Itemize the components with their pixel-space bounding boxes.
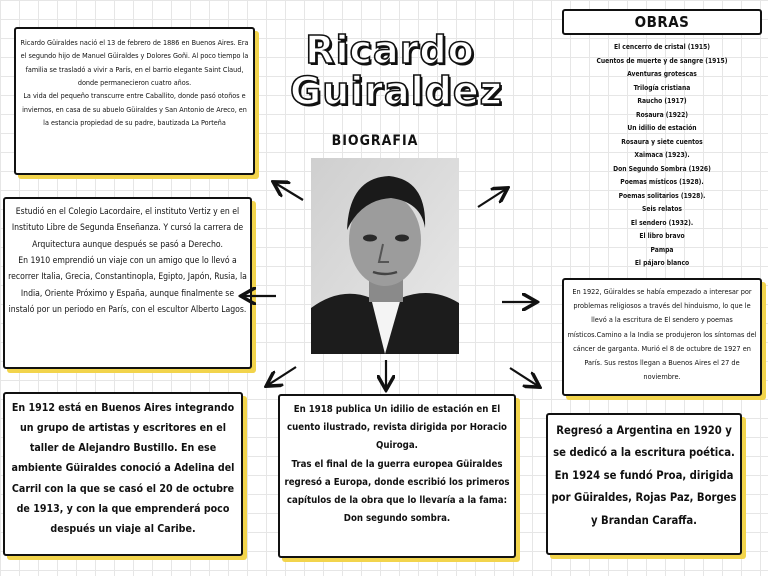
arrow-icon: [510, 368, 538, 386]
obra-item: Pampa: [650, 245, 674, 254]
obras-list: [562, 41, 762, 271]
obra-item: Raucho (1917): [637, 97, 687, 105]
obra-item: El pájaro blanco: [634, 259, 690, 267]
bio-text: En 1912 está en Buenos Aires integrando un grupo de artistas y escritores en el taller de Alejandro Bustillo. En ese ambiente Güiraldes conoció a Adelina del Carril con la que se casó el 20 de octubre de 1913, y con la que emprenderá poco después un viaje al Caribe.: [11, 402, 235, 535]
bio-box-buenos-aires-1912: [3, 392, 243, 556]
obra-item: El libro bravo: [639, 232, 685, 240]
obra-item: Rosaura (1922): [635, 110, 689, 119]
arrow-icon: [268, 367, 296, 385]
bio-box-regreso-1920: [546, 413, 742, 555]
obra-item: Seis relatos: [642, 205, 682, 213]
obra-item: El cencerro de cristal (1915): [614, 43, 710, 51]
obra-item: Poemas místicos (1928).: [620, 178, 704, 186]
title-line-1: Ricardo: [305, 28, 475, 72]
bio-text: Tras el final de la guerra europea Güiraldes regresó a Europa, donde escribió los primeros capítulos de la obra que lo llevaría a la fama: Don segundo sombra.: [284, 458, 510, 525]
arrow-icon: [478, 189, 506, 207]
obra-item: El sendero (1932).: [630, 218, 694, 227]
bio-box-estudios: [3, 197, 252, 369]
bio-text: En 1910 emprendió un viaje con un amigo que lo llevó a recorrer Italia, Grecia, Constantinopla, Egipto, Japón, Rusia, la India, Oriente Próximo y España, aunque finalmente se instaló por un periodo en París, con el escultor Alberto Lagos.: [8, 255, 247, 315]
obra-item: Don Segundo Sombra (1926): [613, 164, 711, 173]
bio-text: Regresó a Argentina en 1920 y se dedicó a la escritura poética. En 1924 se fundó Proa, dirigida por Güiraldes, Rojas Paz, Borges y Brandan Caraffa.: [551, 424, 737, 527]
bio-text: En 1922, Güiraldes se había empezado a interesar por problemas religiosos a través del hinduismo, lo que le llevó a la escritura de El sendero y poemas místicos.Camino a la India se produjeron los síntomas del cáncer de garganta. Murió el 8 de octubre de 1927 en París. Sus restos llegan a Buenos Aires el 27 de noviembre.: [567, 287, 757, 382]
bio-text: Estudió en el Colegio Lacordaire, el instituto Vertiz y en el Instituto Libre de Segunda Enseñanza. Y cursó la carrera de Arquitectura aunque después se pasó a Derecho.: [11, 207, 244, 250]
obra-item: Aventuras grotescas: [627, 70, 697, 78]
bio-box-publicacion-1918: [278, 394, 516, 558]
biografia-heading: BIOGRAFIA: [331, 133, 419, 149]
obras-heading: OBRAS: [562, 9, 762, 35]
bio-text: Ricardo Güiraldes nació el 13 de febrero de 1886 en Buenos Aires. Era el segundo hijo de Manuel Güiraldes y Dolores Goñi. Al poco tiempo la familia se trasladó a vivir a París, en el barrio elegante Saint Claud, donde permanecieron cuatro años.: [20, 38, 249, 87]
bio-text: La vida del pequeño transcurre entre Caballito, donde pasó otoños e inviernos, en casa de su abuelo Güiraldes y San Antonio de Areco, en la estancia propiedad de su padre, bautizada La Porteña: [22, 91, 247, 127]
page-title: [290, 28, 503, 113]
obra-item: Poemas solitarios (1928).: [618, 191, 706, 200]
title-line-2: Guiraldez: [290, 69, 503, 113]
obra-item: Xaimaca (1923).: [634, 151, 690, 159]
obra-item: Trilogía cristiana: [633, 83, 691, 92]
arrow-icon: [275, 183, 303, 200]
portrait-image: [311, 158, 459, 354]
bio-text: En 1918 publica Un idilio de estación en El cuento ilustrado, revista dirigida por Horacio Quiroga.: [286, 404, 507, 452]
bio-box-nacimiento: [14, 27, 255, 175]
obra-item: Rosaura y siete cuentos: [621, 137, 703, 146]
bio-box-muerte-1927: [562, 278, 762, 396]
obra-item: Cuentos de muerte y de sangre (1915): [596, 56, 728, 65]
obra-item: Un idilio de estación: [627, 124, 697, 132]
